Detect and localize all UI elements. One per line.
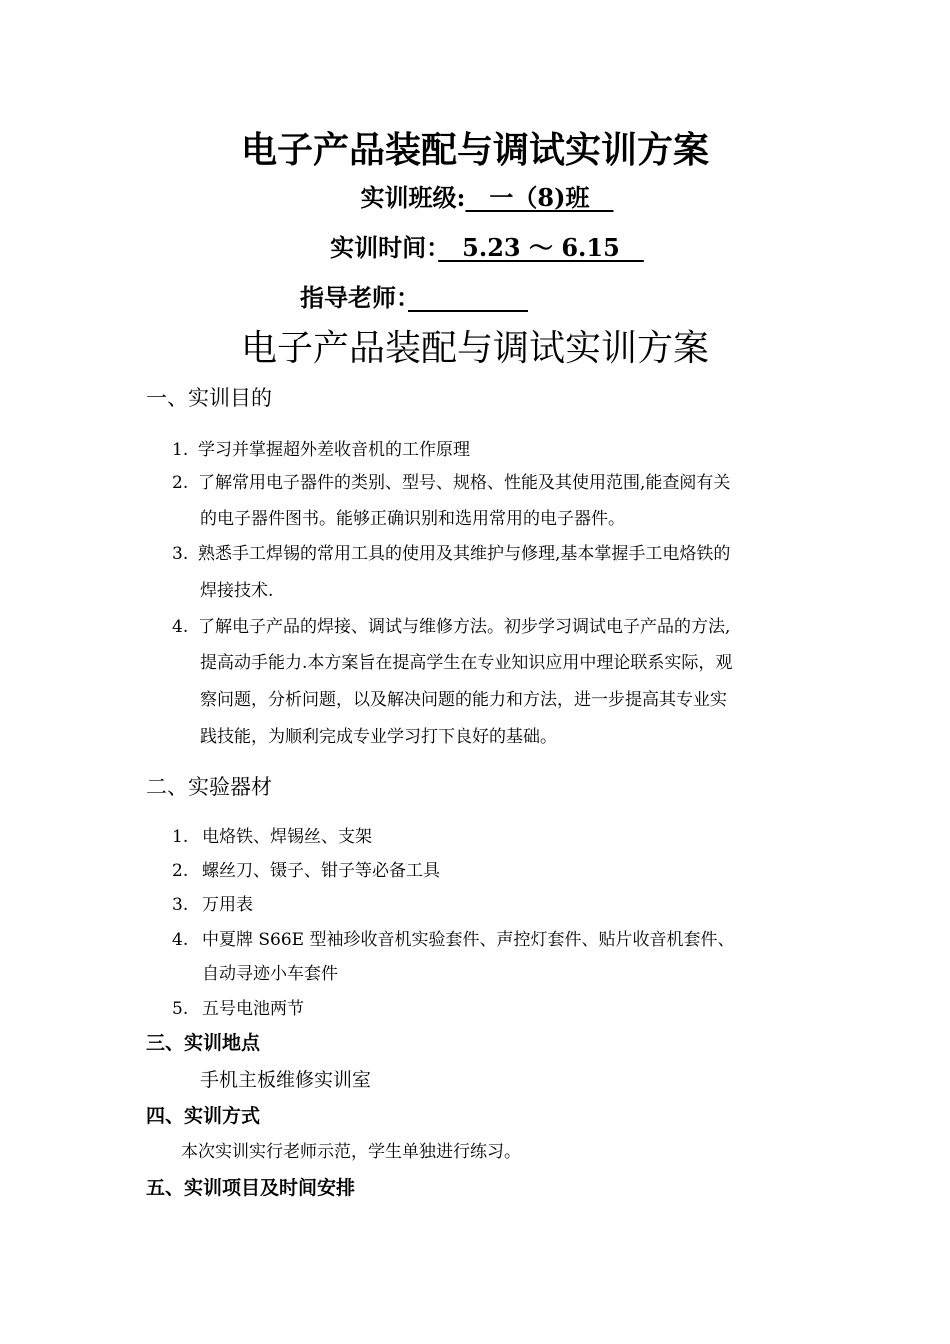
time-value: 5.23 ～ 6.15 — [438, 233, 644, 262]
section1-item-3-cont: 焊接技术. — [200, 581, 274, 601]
list-number: 2. — [172, 473, 189, 493]
list-text: 五号电池两节 — [202, 999, 304, 1019]
section1-item-1 — [172, 437, 470, 463]
list-number: 2. — [172, 861, 189, 881]
section4-text: 本次实训实行老师示范，学生单独进行练习。 — [181, 1142, 521, 1162]
section4-heading: 四、实训方式 — [146, 1105, 261, 1127]
teacher-line — [300, 282, 528, 314]
section1-item-4 — [172, 614, 730, 640]
section2-item-3 — [172, 892, 253, 918]
section3-heading: 三、实训地点 — [146, 1032, 261, 1054]
class-line — [0, 182, 950, 214]
list-number: 5. — [172, 999, 189, 1019]
list-text: 万用表 — [202, 895, 253, 915]
section2-item-1 — [172, 824, 372, 850]
list-text: 学习并掌握超外差收音机的工作原理 — [198, 440, 470, 460]
section1-item-4-cont-3: 践技能，为顺利完成专业学习打下良好的基础。 — [200, 727, 557, 747]
section1-item-3 — [172, 541, 730, 567]
list-text: 中夏牌 S66E 型袖珍收音机实验套件、声控灯套件、贴片收音机套件、 — [202, 930, 735, 950]
list-number: 3. — [172, 544, 189, 564]
teacher-label: 指导老师： — [300, 283, 408, 312]
section2-item-2 — [172, 858, 440, 884]
list-text: 了解常用电子器件的类别、型号、规格、性能及其使用范围,能查阅有关 — [198, 473, 731, 493]
list-number: 1. — [172, 440, 189, 460]
section2-heading: 二、实验器材 — [146, 775, 272, 799]
section2-item-4 — [172, 927, 735, 953]
list-text: 熟悉手工焊锡的常用工具的使用及其维护与修理,基本掌握手工电烙铁的 — [198, 544, 731, 564]
list-number: 4. — [172, 617, 189, 637]
document-title: 电子产品装配与调试实训方案 — [240, 328, 709, 369]
cover-title: 电子产品装配与调试实训方案 — [240, 129, 709, 171]
section5-heading: 五、实训项目及时间安排 — [146, 1177, 356, 1199]
section2-item-5 — [172, 996, 304, 1022]
list-text: 螺丝刀、镊子、钳子等必备工具 — [202, 861, 440, 881]
time-label: 实训时间： — [330, 233, 439, 262]
list-text: 了解电子产品的焊接、调试与维修方法。初步学习调试电子产品的方法, — [198, 617, 731, 637]
section1-item-4-cont-1: 提高动手能力.本方案旨在提高学生在专业知识应用中理论联系实际，观 — [200, 653, 733, 673]
list-number: 3. — [172, 895, 189, 915]
class-label: 实训班级: — [360, 183, 466, 212]
list-text: 电烙铁、焊锡丝、支架 — [202, 827, 372, 847]
time-line — [0, 232, 950, 264]
class-value: 一（8)班 — [465, 183, 614, 212]
section2-item-4-cont: 自动寻迹小车套件 — [202, 964, 338, 984]
section3-text: 手机主板维修实训室 — [200, 1069, 372, 1091]
section1-item-4-cont-2: 察问题，分析问题，以及解决问题的能力和方法，进一步提高其专业实 — [200, 690, 727, 710]
section1-item-2 — [172, 470, 730, 496]
list-number: 1. — [172, 827, 189, 847]
section1-item-2-cont: 的电子器件图书。能够正确识别和选用常用的电子器件。 — [200, 509, 625, 529]
teacher-value — [408, 283, 528, 312]
list-number: 4. — [172, 930, 189, 950]
section1-heading: 一、实训目的 — [146, 386, 272, 410]
